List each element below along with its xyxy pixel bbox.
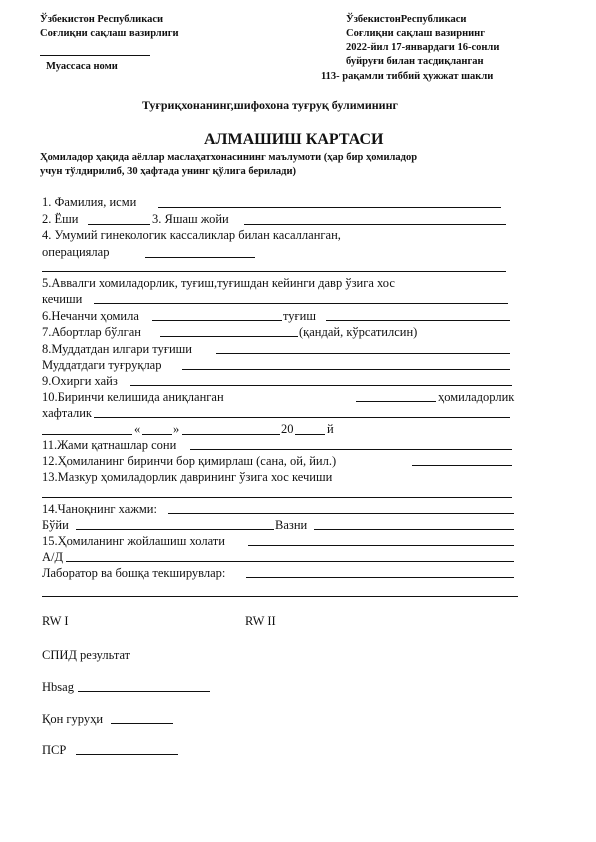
field-12-line[interactable] (412, 465, 512, 466)
hbsag-label: Hbsag (42, 680, 74, 694)
description-line-1: Ҳомиладор ҳақида аёллар маслаҳатхонасининг маълумоти (ҳар бир ҳомиладор (40, 152, 418, 163)
field-1-label: 1. Фамилия, исми (42, 195, 137, 209)
field-8-line-a[interactable] (216, 353, 510, 354)
header-left-ministry: Соғлиқни сақлаш вазирлиги (40, 28, 179, 39)
field-10-label-c: хафталик (42, 406, 93, 420)
rw2-label: RW II (245, 614, 276, 628)
header-right-ministry: Соғлиқни сақлаш вазирнинг (346, 28, 485, 39)
lab-tests-line-b[interactable] (42, 596, 518, 597)
field-12-label: 12.Ҳомиланинг биринчи бор қимирлаш (сана, ой, йил.) (42, 454, 337, 468)
date-month-line[interactable] (182, 434, 280, 435)
field-15-label: 15.Ҳомиланинг жойлашиш холати (42, 534, 225, 548)
header-right-order: 2022-йил 17-январдаги 16-сонли (346, 42, 500, 53)
date-year-line[interactable] (295, 434, 325, 435)
field-6-line-a[interactable] (152, 320, 282, 321)
aids-result-label: СПИД результат (42, 648, 131, 662)
hbsag-line[interactable] (78, 691, 210, 692)
field-4-label-b: операциялар (42, 245, 110, 259)
field-14-label: 14.Чаноқнинг хажми: (42, 502, 157, 516)
field-10-line-b[interactable] (94, 417, 510, 418)
field-11-line[interactable] (190, 449, 512, 450)
field-7-label-b: (қандай, кўрсатилсин) (299, 325, 418, 339)
rw1-label: RW I (42, 614, 69, 628)
field-4-line-b[interactable] (42, 271, 506, 272)
field-10-label-b: ҳомиладорлик (438, 390, 515, 404)
field-7-line[interactable] (160, 336, 298, 337)
lab-tests-line-a[interactable] (246, 577, 514, 578)
field-3-label: 3. Яшаш жойи (152, 212, 229, 226)
institution-name-label: Муассаса номи (46, 61, 118, 72)
field-6-line-b[interactable] (326, 320, 510, 321)
blood-pressure-line[interactable] (66, 561, 514, 562)
field-4-line-a[interactable] (145, 257, 255, 258)
lab-tests-label: Лаборатор ва бошқа текширувлар: (42, 566, 226, 580)
field-14-line[interactable] (168, 513, 514, 514)
field-8-line-b[interactable] (182, 369, 510, 370)
header-right-country: ЎзбекистонРеспубликаси (346, 14, 467, 25)
date-year-prefix: 20 (281, 422, 294, 436)
institution-name-line[interactable] (40, 55, 150, 56)
weight-label: Вазни (275, 518, 308, 532)
header-right-approved: буйруғи билан тасдиқланган (346, 56, 484, 67)
pcr-label: ПСР (42, 743, 67, 757)
field-10-line-a[interactable] (356, 401, 436, 402)
field-13-line[interactable] (42, 497, 512, 498)
field-15-line[interactable] (248, 545, 514, 546)
field-10-label-a: 10.Биринчи келишида аниқланган (42, 390, 224, 404)
field-6-label-a: 6.Нечанчи ҳомила (42, 309, 139, 323)
header-right-form-number: 113- рақамли тиббий ҳужжат шакли (321, 71, 494, 82)
field-5-label-a: 5.Аввалги хомиладорлик, туғиш,туғишдан кейинги давр ўзига хос (42, 276, 395, 290)
blood-pressure-label: А/Д (42, 550, 64, 564)
blood-group-label: Қон гуруҳи (42, 712, 104, 726)
date-open-quote: « (134, 422, 141, 436)
date-close-quote: » (173, 422, 180, 436)
institution-heading: Туғриқхонанинг,шифохона туғруқ булимининг (142, 98, 398, 112)
field-2-line[interactable] (88, 224, 150, 225)
description-line-2: учун тўлдирилиб, 30 ҳафтада унинг қўлига берилади) (40, 166, 297, 177)
field-3-line[interactable] (244, 224, 506, 225)
header-left-country: Ўзбекистон Республикаси (40, 14, 164, 25)
field-5-line[interactable] (94, 303, 508, 304)
date-year-suffix: й (327, 422, 334, 436)
page-title: АЛМАШИШ КАРТАСИ (204, 131, 384, 148)
weight-line[interactable] (314, 529, 514, 530)
field-11-label: 11.Жами қатнашлар сони (42, 438, 177, 452)
field-5-label-b: кечиши (42, 292, 83, 306)
field-2-label: 2. Ёши (42, 212, 79, 226)
height-label: Бўйи (42, 518, 69, 532)
pcr-line[interactable] (76, 754, 178, 755)
height-line[interactable] (76, 529, 274, 530)
blood-group-line[interactable] (111, 723, 173, 724)
field-8-label-a: 8.Муддатдан илгари туғиши (42, 342, 192, 356)
field-4-label-a: 4. Умумий гинекологик кассаликлар билан касалланган, (42, 228, 341, 242)
field-1-line[interactable] (158, 207, 501, 208)
field-8-label-b: Муддатдаги туғруқлар (42, 358, 162, 372)
field-9-line[interactable] (130, 385, 512, 386)
field-6-label-b: туғиш (283, 309, 316, 323)
field-9-label: 9.Охирги хайз (42, 374, 118, 388)
date-line-prefix[interactable] (42, 434, 132, 435)
date-day-line[interactable] (142, 434, 172, 435)
field-13-label: 13.Мазкур ҳомиладорлик даврининг ўзига хос кечиши (42, 470, 333, 484)
field-7-label-a: 7.Абортлар бўлган (42, 325, 141, 339)
